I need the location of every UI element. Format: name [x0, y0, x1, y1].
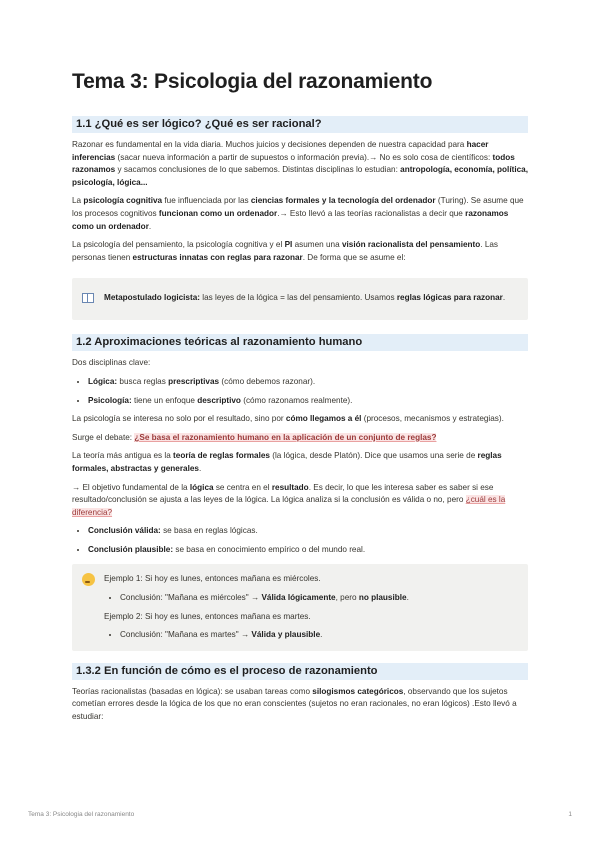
book-icon [82, 292, 94, 302]
list-item-logica: • Lógica: busca reglas prescriptivas (cómo debemos razonar). [88, 376, 528, 389]
list-disciplinas [72, 376, 528, 407]
page-footer [28, 811, 572, 818]
section-heading-1-2: 1.2 Aproximaciones teóricas al razonamiento humano [72, 334, 528, 351]
paragraph-razonar: Razonar es fundamental en la vida diaria. Muchos juicios y decisiones dependen de nuestra capacidad para hacer inferencias (sacar nueva información a partir de supuestos o información previa).→ No es solo cosa de científicos: todos razonamos y sacamos conclusiones de lo que sabemos. Distintas disciplinas lo estudian: antropología, economía, política, psicología, lógica... [72, 140, 528, 187]
list-item-conclusion-valida: • Conclusión válida: se basa en reglas lógicas. [88, 525, 528, 538]
footer-title: Tema 3: Psicologia del razonamiento [28, 811, 135, 818]
document-page [72, 70, 528, 730]
ejemplo-1: Ejemplo 1: Si hoy es lunes, entonces mañana es miércoles. [104, 574, 321, 584]
list-conclusiones [72, 525, 528, 556]
thinking-face-icon [82, 573, 95, 586]
paragraph-dos-disciplinas: Dos disciplinas clave: [72, 358, 151, 368]
ejemplo-1-conclusion: • Conclusión: "Mañana es miércoles" → Válida lógicamente, pero no plausible. [120, 592, 409, 605]
page-number: 1 [568, 811, 572, 818]
paragraph-teorias-racionalistas: Teorías racionalistas (basadas en lógica): se usaban tareas como silogismos categóricos, observando que los sujetos cometían errores desde la lógica de los que no eran conscientes (sujetos no eran racionales, no eran lógicos) .Esto llevó a estudiar: [72, 686, 517, 722]
paragraph-debate: Surge el debate: ¿Se basa el razonamiento humano en la aplicación de un conjunto de reglas? [72, 432, 437, 442]
diferencia-question: ¿cuál es la diferencia? [72, 495, 506, 517]
section-heading-1-3-2: 1.3.2 En función de cómo es el proceso de razonamiento [72, 663, 528, 680]
paragraph-objetivo-logica: → El objetivo fundamental de la lógica se centra en el resultado. Es decir, lo que les interesa saber es saber si ese resultado/conclusión se ajusta a las leyes de la lógica. La lógica analiza si la conclusión es válida o no, pero ¿cuál es la diferencia? [72, 482, 506, 517]
callout-metapostulado: Metapostulado logicista: las leyes de la lógica = las del pensamiento. Usamos reglas lógicas para razonar. [72, 278, 528, 320]
paragraph-reglas-formales: La teoría más antigua es la teoría de reglas formales (la lógica, desde Platón). Dice que usamos una serie de reglas formales, abstractas y generales. [72, 451, 502, 473]
callout-ejemplos [72, 564, 528, 650]
list-item-psicologia: • Psicología: tiene un enfoque descriptivo (cómo razonamos realmente). [88, 395, 528, 408]
page-title: Tema 3: Psicologia del razonamiento [72, 70, 433, 93]
paragraph-psicologia-cognitiva: La psicología cognitiva fue influenciada por las ciencias formales y la tecnología del ordenador (Turing). Se asume que los procesos cognitivos funcionan como un ordenador.→ Esto llevó a las teorías racionalistas a decir que razonamos como un ordenador. [72, 196, 524, 231]
paragraph-vision-racionalista: La psicología del pensamiento, la psicología cognitiva y el PI asumen una visión racionalista del pensamiento. Las personas tienen estructuras innatas con reglas para razonar. De forma que se asume el: [72, 240, 499, 262]
debate-question: ¿Se basa el razonamiento humano en la aplicación de un conjunto de reglas? [134, 432, 437, 442]
paragraph-proceso: La psicología se interesa no solo por el resultado, sino por cómo llegamos a él (procesos, mecanismos y estrategias). [72, 414, 504, 424]
section-heading-1-1: 1.1 ¿Qué es ser lógico? ¿Qué es ser racional? [72, 116, 528, 133]
list-item-conclusion-plausible: • Conclusión plausible: se basa en conocimiento empírico o del mundo real. [88, 544, 528, 557]
ejemplo-2-conclusion: • Conclusión: "Mañana es martes" → Válida y plausible. [120, 629, 409, 642]
ejemplo-2: Ejemplo 2: Si hoy es lunes, entonces mañana es martes. [104, 611, 311, 621]
